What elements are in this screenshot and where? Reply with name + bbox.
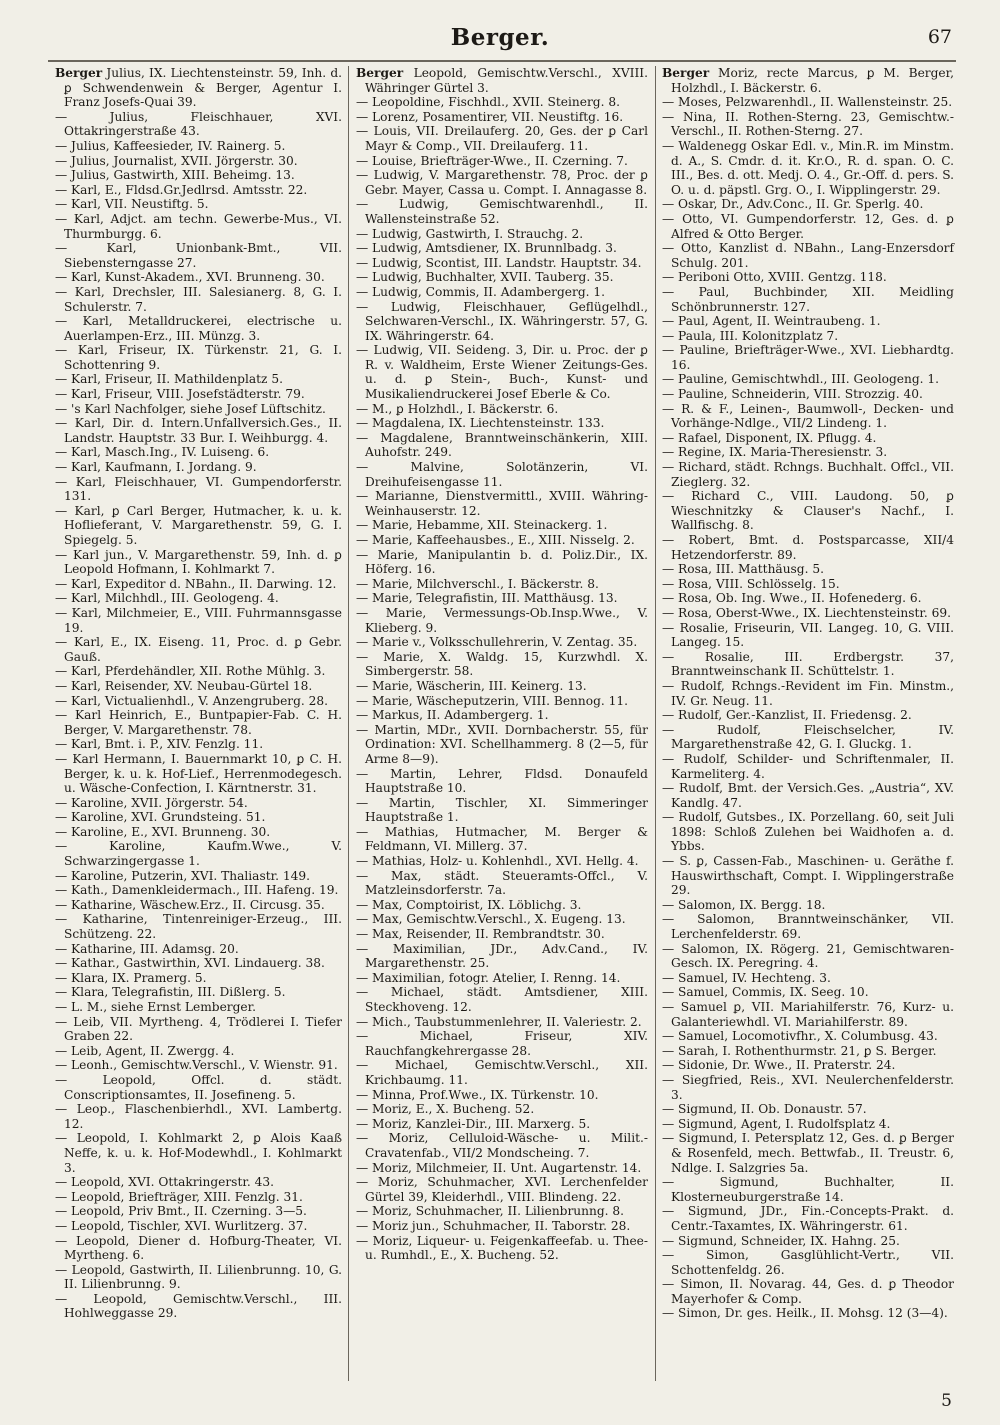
directory-entry: — Marie, Milchverschl., I. Bäckerstr. 8. [356, 576, 599, 591]
directory-entry: — Karl, E., IX. Eiseng. 11, Proc. d. ꝑ Gebr. Gauß. [55, 635, 342, 664]
directory-entry: — Maximilian, fotogr. Atelier, I. Renng. 14. [356, 970, 621, 985]
directory-entry: Berger Julius, IX. Liechtensteinstr. 59, Inh. d. ꝑ Schwendenwein & Berger, Agentur I. Franz Josefs-Quai 39. [55, 66, 342, 110]
directory-entry: — Richard C., VIII. Laudong. 50, ꝑ Wieschnitzky & Clauser's Nachf., I. Wallfischg. 8. [662, 489, 954, 533]
directory-entry: — Leopold, I. Kohlmarkt 2, ꝑ Alois Kaaß Neffe, k. u. k. Hof-Modewhdl., I. Kohlmarkt 3. [55, 1131, 342, 1175]
directory-entry: — Leopold, Priv Bmt., II. Czerning. 3—5. [55, 1204, 307, 1219]
directory-entry: — Max, Gemischtw.Verschl., X. Eugeng. 13. [356, 912, 626, 927]
directory-entry: — Karl, Friseur, VIII. Josefstädterstr. 79. [55, 387, 305, 402]
directory-entry: — Rosalie, Friseurin, VII. Langeg. 10, G. VIII. Langeg. 15. [662, 620, 954, 650]
directory-entry: — Leib, VII. Myrtheng. 4, Trödlerei I. Tiefer Graben 22. [55, 1014, 342, 1044]
directory-entry: — Moriz, Schuhmacher, II. Lilienbrunng. 8. [356, 1204, 625, 1219]
directory-entry: — Julius, Gastwirth, XIII. Beheimg. 13. [55, 168, 295, 183]
directory-entry: — Ludwig, Scontist, III. Landstr. Hauptstr. 34. [356, 255, 642, 270]
directory-entry: — Sigmund, Buchhalter, II. Klosterneuburgerstraße 14. [662, 1175, 954, 1204]
directory-entry: — Rosa, III. Matthäusg. 5. [662, 562, 824, 577]
directory-entry: — Maximilian, JDr., Adv.Cand., IV. Margarethenstr. 25. [356, 941, 648, 971]
directory-entry: — Klara, Telegrafistin, III. Dißlerg. 5. [55, 985, 286, 1000]
directory-entry: — Nina, II. Rothen-Sterng. 23, Gemischtw.-Verschl., II. Rothen-Sterng. 27. [662, 109, 954, 139]
directory-entry: — Pauline, Briefträger-Wwe., XVI. Liebhardtg. 16. [662, 343, 954, 372]
directory-entry: — Rosa, VIII. Schlösselg. 15. [662, 576, 840, 591]
directory-entry: — Marie, Wäscheputzerin, VIII. Bennog. 11. [356, 693, 628, 708]
directory-entry: Berger Moriz, recte Marcus, ꝑ M. Berger, Holzhdl., I. Bäckerstr. 6. [662, 66, 954, 95]
directory-entry: — Sigmund, I. Petersplatz 12, Ges. d. ꝑ Berger & Rosenfeld, mech. Bettwfab., II. Treustr. 6, Ndlge. I. Salzgries 5a. [662, 1131, 954, 1175]
directory-entry: — Simon, Dr. ges. Heilk., II. Mohsg. 12 (3—4). [662, 1306, 948, 1321]
directory-entry: — Moriz, E., X. Bucheng. 52. [356, 1102, 535, 1117]
directory-entry: — Karoline, E., XVI. Brunneng. 30. [55, 824, 271, 839]
directory-entry: — Rosalie, III. Erdbergstr. 37, Branntweinschank II. Schüttelstr. 1. [662, 649, 954, 679]
directory-entry: — Moses, Pelzwarenhdl., II. Wallensteinstr. 25. [662, 95, 953, 110]
directory-entry: — Leopold, Tischler, XVI. Wurlitzerg. 37. [55, 1218, 308, 1233]
directory-entry: — Leopold, Gastwirth, II. Lilienbrunng. 10, G. II. Lilienbrunng. 9. [55, 1262, 342, 1292]
directory-entry: — Magdalena, IX. Liechtensteinstr. 133. [356, 416, 605, 431]
directory-entry: — Malvine, Solotänzerin, VI. Dreihufeisengasse 11. [356, 460, 648, 489]
directory-entry: — Karl, E., Fldsd.Gr.Jedlrsd. Amtsstr. 22. [55, 182, 308, 197]
directory-entry: — Salomon, Branntweinschänker, VII. Lerchenfelderstr. 69. [662, 912, 954, 942]
directory-entry: — Karl, VII. Neustiftg. 5. [55, 197, 209, 212]
directory-entry: — Samuel, IV. Hechteng. 3. [662, 970, 831, 985]
directory-entry: — Julius, Fleischhauer, XVI. Ottakringerstraße 43. [55, 109, 342, 139]
directory-entry: — Karl, Milchmeier, E., VIII. Fuhrmannsgasse 19. [55, 605, 342, 635]
directory-entry: — Ludwig, V. Margarethenstr. 78, Proc. der ꝑ Gebr. Mayer, Cassa u. Compt. I. Annagasse 8. [356, 168, 648, 197]
directory-entry: — Karl, Pferdehändler, XII. Rothe Mühlg. 3. [55, 664, 326, 679]
directory-entry: — Karl Hermann, I. Bauernmarkt 10, ꝑ C. H. Berger, k. u. k. Hof-Lief., Herrenmodegesch. u. Wäsche-Confection, I. Kärntnerstr. 31. [55, 751, 342, 796]
directory-entry: — Max, Reisender, II. Rembrandtstr. 30. [356, 927, 605, 942]
directory-entry: — Marie, Telegrafistin, III. Matthäusg. 13. [356, 591, 618, 606]
directory-entry: — Karoline, XVI. Grundsteing. 51. [55, 810, 266, 825]
directory-entry: — Samuel ꝑ, VII. Mariahilferstr. 76, Kurz- u. Galanteriewhdl. VI. Mariahilferstr. 89. [662, 1000, 954, 1029]
directory-entry: — Karl, Drechsler, III. Salesianerg. 8, G. I. Schulerstr. 7. [55, 284, 342, 314]
directory-entry: — Marie, X. Waldg. 15, Kurzwhdl. X. Simbergerstr. 58. [356, 649, 648, 679]
directory-entry: — Martin, MDr., XVII. Dornbacherstr. 55, für Ordination: XVI. Schellhammerg. 8 (2—5, für Arme 8—9). [356, 722, 648, 766]
directory-entry: — Sigmund, JDr., Fin.-Concepts-Prakt. d. Centr.-Taxamtes, IX. Währingerstr. 61. [662, 1204, 954, 1233]
directory-entry: — Max, Comptoirist, IX. Löblichg. 3. [356, 897, 582, 912]
directory-entry: — Pauline, Schneiderin, VIII. Strozzig. 40. [662, 387, 923, 402]
page-number: 67 [927, 26, 952, 48]
directory-entry: — Katharine, III. Adamsg. 20. [55, 941, 239, 956]
directory-entry: — Karl, Milchhdl., III. Geologeng. 4. [55, 591, 279, 606]
directory-entry: — Moriz, Celluloid-Wäsche- u. Milit.-Cravatenfab., VII/2 Mondscheing. 7. [356, 1131, 648, 1160]
directory-entry: — Rafael, Disponent, IX. Pflugg. 4. [662, 430, 877, 445]
directory-entry: — Ludwig, Gemischtwarenhdl., II. Wallensteinstraße 52. [356, 197, 648, 226]
directory-entry: — Ludwig, Fleischhauer, Geflügelhdl., Selchwaren-Verschl., IX. Währingerstr. 57, G. IX. Währingerstr. 64. [356, 299, 648, 343]
directory-entry: — Marie, Hebamme, XII. Steinackerg. 1. [356, 518, 608, 533]
directory-entry: — Ludwig, Commis, II. Adambergerg. 1. [356, 284, 606, 299]
directory-entry: — Karl, Dir. d. Intern.Unfallversich.Ges., II. Landstr. Hauptstr. 33 Bur. I. Weihburgg. 4. [55, 416, 342, 445]
directory-entry: — Leopold, XVI. Ottakringerstr. 43. [55, 1175, 274, 1190]
directory-entry: — Moriz, Kanzlei-Dir., III. Marxerg. 5. [356, 1116, 591, 1131]
directory-entry: — Karl, Fleischhauer, VI. Gumpendorferstr. 131. [55, 474, 342, 504]
directory-entry: — Ludwig, VII. Seideng. 3, Dir. u. Proc. der ꝑ R. v. Waldheim, Erste Wiener Zeitungs-Ges. u. d. ꝑ Stein-, Buch-, Kunst- und Musikaliendruckerei Josef Eberle & Co. [356, 343, 648, 402]
directory-entry: — Ludwig, Buchhalter, XVII. Tauberg. 35. [356, 270, 614, 285]
directory-entry: — Julius, Kaffeesieder, IV. Rainerg. 5. [55, 138, 286, 153]
directory-entry: — Moriz, Liqueur- u. Feigenkaffeefab. u. Thee- u. Rumhdl., E., X. Bucheng. 52. [356, 1233, 648, 1263]
directory-entry: — Leop., Flaschenbierhdl., XVI. Lambertg. 12. [55, 1102, 342, 1131]
directory-entry: — Karl, ꝑ Carl Berger, Hutmacher, k. u. k. Hoflieferant, V. Margarethenstr. 59, G. I. Spiegelg. 5. [55, 503, 342, 547]
directory-entry: — Simon, Gasglühlicht-Vertr., VII. Schottenfeldg. 26. [662, 1248, 954, 1277]
column-divider-2 [655, 66, 656, 1381]
directory-entry: — Karl, Masch.Ing., IV. Luiseng. 6. [55, 445, 270, 460]
directory-entry: — Salomon, IX. Bergg. 18. [662, 897, 826, 912]
directory-entry: Berger Leopold, Gemischtw.Verschl., XVIII. Währinger Gürtel 3. [356, 66, 648, 95]
column-2 [356, 66, 648, 1263]
directory-entry: — Rosa, Ob. Ing. Wwe., II. Hofenederg. 6. [662, 591, 922, 606]
directory-entry: — Sidonie, Dr. Wwe., II. Praterstr. 24. [662, 1058, 896, 1073]
directory-entry: — Regine, IX. Maria-Theresienstr. 3. [662, 445, 888, 460]
directory-entry: — Karl, Adjct. am techn. Gewerbe-Mus., VI. Thurmburgg. 6. [55, 211, 342, 241]
directory-entry: — Otto, VI. Gumpendorferstr. 12, Ges. d. ꝑ Alfred & Otto Berger. [662, 211, 954, 241]
directory-entry: — Sigmund, II. Ob. Donaustr. 57. [662, 1102, 867, 1117]
directory-entry: — Rudolf, Fleischselcher, IV. Margarethenstraße 42, G. I. Gluckg. 1. [662, 722, 954, 752]
directory-entry: — Karoline, Kaufm.Wwe., V. Schwarzingergasse 1. [55, 839, 342, 869]
directory-entry: — Martin, Tischler, XI. Simmeringer Hauptstraße 1. [356, 795, 648, 825]
directory-entry: — Karl, Expeditor d. NBahn., II. Darwing. 12. [55, 576, 337, 591]
column-1 [55, 66, 342, 1321]
directory-entry: — Marie v., Volksschullehrerin, V. Zentag. 35. [356, 635, 638, 650]
directory-entry: — Sigmund, Agent, I. Rudolfsplatz 4. [662, 1116, 891, 1131]
directory-entry: — Rudolf, Schilder- und Schriftenmaler, II. Karmeliterg. 4. [662, 751, 954, 781]
directory-entry: — Rudolf, Gutsbes., IX. Porzellang. 60, seit Juli 1898: Schloß Zulehen bei Waidhofen a. d. Ybbs. [662, 810, 954, 854]
directory-entry: — Rudolf, Bmt. der Versich.Ges. „Austria“, XV. Kandlg. 47. [662, 781, 954, 810]
directory-entry: — Moriz, Schuhmacher, XVI. Lerchenfelder Gürtel 39, Kleiderhdl., VIII. Blindeng. 22. [356, 1175, 648, 1204]
surname-heading: Berger [356, 66, 404, 80]
directory-entry: — Minna, Prof.Wwe., IX. Türkenstr. 10. [356, 1087, 599, 1102]
directory-entry: — L. M., siehe Ernst Lemberger. [55, 1000, 256, 1014]
directory-entry: — Paul, Agent, II. Weintraubeng. 1. [662, 314, 881, 329]
directory-entry: — Rosa, Oberst-Wwe., IX. Liechtensteinstr. 69. [662, 605, 952, 620]
directory-entry: — Siegfried, Reis., XVI. Neulerchenfelderstr. 3. [662, 1072, 954, 1102]
directory-entry: — Karl, Reisender, XV. Neubau-Gürtel 18. [55, 678, 313, 693]
directory-entry: — Karl, Bmt. i. P., XIV. Fenzlg. 11. [55, 737, 264, 752]
directory-entry: — Karl, Kaufmann, I. Jordang. 9. [55, 460, 257, 475]
directory-entry: — Rudolf, Ger.-Kanzlist, II. Friedensg. 2. [662, 708, 912, 723]
directory-entry: — Ludwig, Gastwirth, I. Strauchg. 2. [356, 226, 584, 241]
directory-entry: — Karoline, XVII. Jörgerstr. 54. [55, 795, 248, 810]
directory-entry: — Moriz jun., Schuhmacher, II. Taborstr. 28. [356, 1218, 631, 1233]
directory-entry: — Karl, Kunst-Akadem., XVI. Brunneng. 30. [55, 270, 325, 285]
header-rule [48, 60, 956, 62]
directory-entry: — Klara, IX. Pramerg. 5. [55, 970, 207, 985]
directory-entry: — Magdalene, Branntweinschänkerin, XIII. Auhofstr. 249. [356, 430, 648, 460]
directory-entry: — Karl, Unionbank-Bmt., VII. Siebensterngasse 27. [55, 241, 342, 270]
directory-entry: — Sigmund, Schneider, IX. Hahng. 25. [662, 1233, 900, 1248]
column-divider-1 [348, 66, 349, 1381]
directory-entry: — Sarah, I. Rothenthurmstr. 21, ꝑ S. Berger. [662, 1043, 937, 1058]
directory-entry: — Karl Heinrich, E., Buntpapier-Fab. C. H. Berger, V. Margarethenstr. 78. [55, 708, 342, 737]
sheet-signature: 5 [941, 1391, 952, 1411]
directory-entry: — Mathias, Holz- u. Kohlenhdl., XVI. Hellg. 4. [356, 854, 639, 869]
directory-entry: — Leopold, Diener d. Hofburg-Theater, VI. Myrtheng. 6. [55, 1233, 342, 1263]
directory-entry: — Marie, Vermessungs-Ob.Insp.Wwe., V. Klieberg. 9. [356, 605, 648, 635]
directory-entry: — Kath., Damenkleidermach., III. Hafeng. 19. [55, 883, 339, 898]
directory-entry: — Michael, Friseur, XIV. Rauchfangkehrergasse 28. [356, 1029, 648, 1058]
directory-entry: — Richard, städt. Rchngs. Buchhalt. Offcl., VII. Zieglerg. 32. [662, 460, 954, 489]
directory-entry: — Waldenegg Oskar Edl. v., Min.R. im Minstm. d. A., S. Cmdr. d. it. Kr.O., R. d. span. O. C. III., Bes. d. ott. Medj. O. 4., Gr.-Off. d. pers. S. O. u. d. päpstl. Grg. O., I. Wipplingerstr. 29. [662, 138, 954, 197]
directory-entry: — Samuel, Locomotivfhr., X. Columbusg. 43. [662, 1029, 938, 1044]
directory-entry: — Louis, VII. Dreilauferg. 20, Ges. der ꝑ Carl Mayr & Comp., VII. Dreilauferg. 11. [356, 124, 648, 153]
directory-entry: — Michael, Gemischtw.Verschl., XII. Krichbaumg. 11. [356, 1058, 648, 1087]
directory-entry: — Karl, Friseur, II. Mathildenplatz 5. [55, 372, 283, 387]
directory-entry: — Simon, II. Novarag. 44, Ges. d. ꝑ Theodor Mayerhofer & Comp. [662, 1277, 954, 1306]
directory-entry: — Leonh., Gemischtw.Verschl., V. Wienstr. 91. [55, 1058, 338, 1073]
directory-entry: — Oskar, Dr., Adv.Conc., II. Gr. Sperlg. 40. [662, 197, 924, 212]
column-3 [662, 66, 954, 1321]
directory-entry: — S. ꝑ, Cassen-Fab., Maschinen- u. Geräthe f. Hauswirthschaft, Compt. I. Wipplingerstraße 29. [662, 854, 954, 898]
directory-entry: — Lorenz, Posamentirer, VII. Neustiftg. 16. [356, 109, 624, 124]
directory-entry: — Salomon, IX. Rögerg. 21, Gemischtwaren-Gesch. IX. Peregring. 4. [662, 941, 954, 971]
directory-entry: — Robert, Bmt. d. Postsparcasse, XII/4 Hetzendorferstr. 89. [662, 533, 954, 562]
directory-entry: — Samuel, Commis, IX. Seeg. 10. [662, 985, 869, 1000]
directory-entry: — Periboni Otto, XVIII. Gentzg. 118. [662, 270, 887, 285]
directory-entry: — Paul, Buchbinder, XII. Meidling Schönbrunnerstr. 127. [662, 284, 954, 314]
directory-entry: — Marianne, Dienstvermittl., XVIII. Währing-Weinhauserstr. 12. [356, 489, 648, 518]
directory-entry: — Marie, Kaffeehausbes., E., XIII. Nisselg. 2. [356, 533, 635, 547]
directory-entry: — Karl, Metalldruckerei, electrische u. Auerlampen-Erz., III. Münzg. 3. [55, 314, 342, 343]
directory-entry: — Markus, II. Adambergerg. 1. [356, 708, 549, 723]
directory-entry: — Mich., Taubstummenlehrer, II. Valeriestr. 2. [356, 1014, 642, 1029]
directory-entry: — Karl, Friseur, IX. Türkenstr. 21, G. I. Schottenring 9. [55, 343, 342, 372]
directory-entry: — Pauline, Gemischtwhdl., III. Geologeng. 1. [662, 372, 940, 387]
directory-entry: — Mathias, Hutmacher, M. Berger & Feldmann, VI. Millerg. 37. [356, 824, 648, 854]
directory-entry: — Leopold, Gemischtw.Verschl., III. Hohlweggasse 29. [55, 1291, 342, 1321]
directory-entry: — Louise, Briefträger-Wwe., II. Czerning. 7. [356, 153, 628, 168]
directory-entry: — Katharine, Wäschew.Erz., II. Circusg. 35. [55, 897, 325, 912]
directory-entry: — Marie, Wäscherin, III. Keinerg. 13. [356, 678, 587, 693]
directory-entry: — Karl jun., V. Margarethenstr. 59, Inh. d. ꝑ Leopold Hofmann, I. Kohlmarkt 7. [55, 547, 342, 577]
directory-entry: — Katharine, Tintenreiniger-Erzeug., III. Schützeng. 22. [55, 912, 342, 942]
directory-entry: — Leopold, Briefträger, XIII. Fenzlg. 31. [55, 1189, 303, 1204]
directory-entry: — Otto, Kanzlist d. NBahn., Lang-Enzersdorf Schulg. 201. [662, 241, 954, 270]
directory-entry: — Marie, Manipulantin b. d. Poliz.Dir., IX. Höferg. 16. [356, 547, 648, 577]
directory-entry: — Rudolf, Rchngs.-Revident im Fin. Minstm., IV. Gr. Neug. 11. [662, 678, 954, 708]
directory-entry: — Julius, Journalist, XVII. Jörgerstr. 30. [55, 153, 298, 168]
directory-entry: — Paula, III. Kolonitzplatz 7. [662, 328, 839, 343]
directory-entry: — M., ꝑ Holzhdl., I. Bäckerstr. 6. [356, 401, 559, 416]
surname-heading: Berger [662, 66, 710, 80]
directory-entry: — R. & F., Leinen-, Baumwoll-, Decken- und Vorhänge-Ndlge., VII/2 Lindeng. 1. [662, 401, 954, 431]
directory-entry: — Karoline, Putzerin, XVI. Thaliastr. 149. [55, 868, 310, 883]
directory-entry: — Karl, Victualienhdl., V. Anzengruberg. 28. [55, 693, 329, 708]
directory-entry: — 's Karl Nachfolger, siehe Josef Lüftschitz. [55, 401, 326, 416]
directory-entry: — Leopold, Offcl. d. städt. Conscriptionsamtes, II. Josefineng. 5. [55, 1072, 342, 1102]
page-title: Berger. [450, 24, 550, 51]
directory-entry: — Max, städt. Steueramts-Offcl., V. Matzleinsdorferstr. 7a. [356, 868, 648, 898]
directory-entry: — Leib, Agent, II. Zwergg. 4. [55, 1043, 235, 1058]
directory-entry: — Leopoldine, Fischhdl., XVII. Steinerg. 8. [356, 95, 620, 110]
directory-entry: — Ludwig, Amtsdiener, IX. Brunnlbadg. 3. [356, 241, 617, 256]
directory-entry: — Kathar., Gastwirthin, XVI. Lindauerg. 38. [55, 956, 325, 971]
directory-entry: — Moriz, Milchmeier, II. Unt. Augartenstr. 14. [356, 1160, 642, 1175]
surname-heading: Berger [55, 66, 103, 80]
directory-entry: — Martin, Lehrer, Fldsd. Donaufeld Hauptstraße 10. [356, 766, 648, 796]
directory-entry: — Michael, städt. Amtsdiener, XIII. Steckhoveng. 12. [356, 985, 648, 1014]
